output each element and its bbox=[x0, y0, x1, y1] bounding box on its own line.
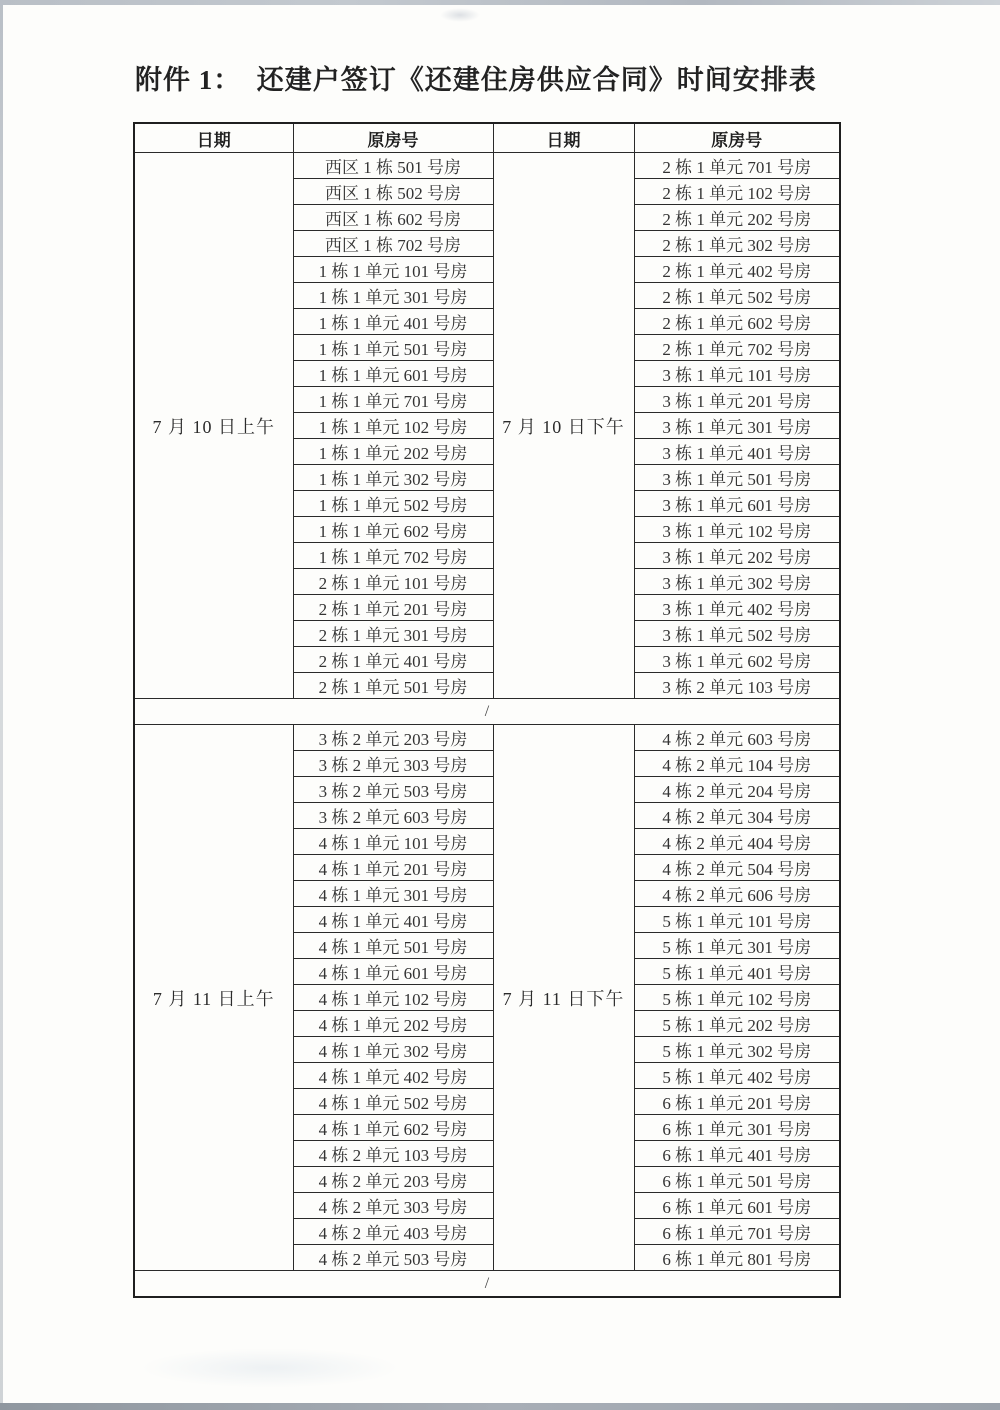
room-number-cell: 3 栋 1 单元 502 号房 bbox=[634, 621, 840, 647]
page-title: 附件 1： 还建户签订《还建住房供应合同》时间安排表 bbox=[135, 65, 817, 95]
room-number-cell: 1 栋 1 单元 202 号房 bbox=[293, 439, 493, 465]
room-number-cell: 4 栋 2 单元 104 号房 bbox=[634, 751, 840, 777]
room-number-cell: 4 栋 2 单元 606 号房 bbox=[634, 881, 840, 907]
room-number-cell: 4 栋 2 单元 103 号房 bbox=[293, 1141, 493, 1167]
room-number-cell: 4 栋 2 单元 504 号房 bbox=[634, 855, 840, 881]
room-number-cell: 3 栋 1 单元 501 号房 bbox=[634, 465, 840, 491]
room-number-cell: 4 栋 1 单元 501 号房 bbox=[293, 933, 493, 959]
room-number-cell: 4 栋 1 单元 502 号房 bbox=[293, 1089, 493, 1115]
room-number-cell: 4 栋 2 单元 503 号房 bbox=[293, 1245, 493, 1271]
room-number-cell: 1 栋 1 单元 302 号房 bbox=[293, 465, 493, 491]
room-number-cell: 6 栋 1 单元 201 号房 bbox=[634, 1089, 840, 1115]
room-number-cell: 4 栋 2 单元 204 号房 bbox=[634, 777, 840, 803]
room-number-cell: 3 栋 1 单元 602 号房 bbox=[634, 647, 840, 673]
room-number-cell: 2 栋 1 单元 201 号房 bbox=[293, 595, 493, 621]
col-header-room-right: 原房号 bbox=[634, 123, 840, 153]
room-number-cell: 5 栋 1 单元 402 号房 bbox=[634, 1063, 840, 1089]
room-number-cell: 3 栋 2 单元 103 号房 bbox=[634, 673, 840, 699]
room-number-cell: 2 栋 1 单元 702 号房 bbox=[634, 335, 840, 361]
room-number-cell: 2 栋 1 单元 501 号房 bbox=[293, 673, 493, 699]
room-number-cell: 5 栋 1 单元 401 号房 bbox=[634, 959, 840, 985]
room-number-cell: 3 栋 2 单元 503 号房 bbox=[293, 777, 493, 803]
room-number-cell: 2 栋 1 单元 401 号房 bbox=[293, 647, 493, 673]
scan-artifact-top-edge bbox=[0, 0, 1000, 5]
room-number-cell: 5 栋 1 单元 101 号房 bbox=[634, 907, 840, 933]
room-number-cell: 3 栋 2 单元 603 号房 bbox=[293, 803, 493, 829]
room-number-cell: 5 栋 1 单元 302 号房 bbox=[634, 1037, 840, 1063]
table-row bbox=[134, 153, 840, 179]
col-header-room-left: 原房号 bbox=[293, 123, 493, 153]
room-number-cell: 6 栋 1 单元 701 号房 bbox=[634, 1219, 840, 1245]
room-number-cell: 2 栋 1 单元 302 号房 bbox=[634, 231, 840, 257]
room-number-cell: 4 栋 1 单元 301 号房 bbox=[293, 881, 493, 907]
room-number-cell: 3 栋 1 单元 402 号房 bbox=[634, 595, 840, 621]
room-number-cell: 6 栋 1 单元 501 号房 bbox=[634, 1167, 840, 1193]
room-number-cell: 3 栋 2 单元 203 号房 bbox=[293, 725, 493, 751]
table-row bbox=[134, 725, 840, 751]
room-number-cell: 3 栋 2 单元 303 号房 bbox=[293, 751, 493, 777]
room-number-cell: 5 栋 1 单元 102 号房 bbox=[634, 985, 840, 1011]
room-number-cell: 1 栋 1 单元 102 号房 bbox=[293, 413, 493, 439]
room-number-cell: 3 栋 1 单元 201 号房 bbox=[634, 387, 840, 413]
room-number-cell: 西区 1 栋 702 号房 bbox=[293, 231, 493, 257]
room-number-cell: 4 栋 2 单元 603 号房 bbox=[634, 725, 840, 751]
separator-row bbox=[134, 1271, 840, 1298]
schedule-table bbox=[133, 122, 841, 1298]
room-number-cell: 1 栋 1 单元 301 号房 bbox=[293, 283, 493, 309]
room-number-cell: 1 栋 1 单元 501 号房 bbox=[293, 335, 493, 361]
room-number-cell: 4 栋 1 单元 601 号房 bbox=[293, 959, 493, 985]
room-number-cell: 1 栋 1 单元 101 号房 bbox=[293, 257, 493, 283]
date-cell-section2-afternoon: 7 月 11 日下午 bbox=[493, 725, 634, 1271]
room-number-cell: 3 栋 1 单元 601 号房 bbox=[634, 491, 840, 517]
room-number-cell: 2 栋 1 单元 402 号房 bbox=[634, 257, 840, 283]
room-number-cell: 6 栋 1 单元 601 号房 bbox=[634, 1193, 840, 1219]
room-number-cell: 2 栋 1 单元 202 号房 bbox=[634, 205, 840, 231]
room-number-cell: 4 栋 1 单元 101 号房 bbox=[293, 829, 493, 855]
room-number-cell: 西区 1 栋 501 号房 bbox=[293, 153, 493, 179]
room-number-cell: 3 栋 1 单元 202 号房 bbox=[634, 543, 840, 569]
col-header-date-left: 日期 bbox=[134, 123, 293, 153]
room-number-cell: 4 栋 1 单元 602 号房 bbox=[293, 1115, 493, 1141]
room-number-cell: 6 栋 1 单元 801 号房 bbox=[634, 1245, 840, 1271]
room-number-cell: 2 栋 1 单元 502 号房 bbox=[634, 283, 840, 309]
room-number-cell: 4 栋 1 单元 202 号房 bbox=[293, 1011, 493, 1037]
room-number-cell: 1 栋 1 单元 602 号房 bbox=[293, 517, 493, 543]
scan-artifact-left-edge bbox=[0, 0, 3, 1410]
room-number-cell: 3 栋 1 单元 301 号房 bbox=[634, 413, 840, 439]
room-number-cell: 4 栋 2 单元 303 号房 bbox=[293, 1193, 493, 1219]
room-number-cell: 4 栋 1 单元 102 号房 bbox=[293, 985, 493, 1011]
room-number-cell: 1 栋 1 单元 401 号房 bbox=[293, 309, 493, 335]
room-number-cell: 4 栋 2 单元 403 号房 bbox=[293, 1219, 493, 1245]
scan-artifact-bottom-edge bbox=[0, 1403, 1000, 1410]
room-number-cell: 2 栋 1 单元 301 号房 bbox=[293, 621, 493, 647]
room-number-cell: 3 栋 1 单元 401 号房 bbox=[634, 439, 840, 465]
room-number-cell: 4 栋 1 单元 401 号房 bbox=[293, 907, 493, 933]
separator-row bbox=[134, 699, 840, 725]
separator-cell: / bbox=[134, 699, 840, 725]
room-number-cell: 1 栋 1 单元 502 号房 bbox=[293, 491, 493, 517]
scan-artifact-smudge bbox=[440, 8, 480, 22]
room-number-cell: 3 栋 1 单元 102 号房 bbox=[634, 517, 840, 543]
col-header-date-right: 日期 bbox=[493, 123, 634, 153]
separator-cell: / bbox=[134, 1271, 840, 1298]
date-cell-section1-morning: 7 月 10 日上午 bbox=[134, 153, 293, 699]
room-number-cell: 2 栋 1 单元 602 号房 bbox=[634, 309, 840, 335]
room-number-cell: 1 栋 1 单元 702 号房 bbox=[293, 543, 493, 569]
room-number-cell: 6 栋 1 单元 301 号房 bbox=[634, 1115, 840, 1141]
date-cell-section1-afternoon: 7 月 10 日下午 bbox=[493, 153, 634, 699]
room-number-cell: 5 栋 1 单元 202 号房 bbox=[634, 1011, 840, 1037]
room-number-cell: 西区 1 栋 602 号房 bbox=[293, 205, 493, 231]
room-number-cell: 4 栋 1 单元 402 号房 bbox=[293, 1063, 493, 1089]
room-number-cell: 4 栋 2 单元 404 号房 bbox=[634, 829, 840, 855]
room-number-cell: 2 栋 1 单元 701 号房 bbox=[634, 153, 840, 179]
date-cell-section2-morning: 7 月 11 日上午 bbox=[134, 725, 293, 1271]
room-number-cell: 6 栋 1 单元 401 号房 bbox=[634, 1141, 840, 1167]
room-number-cell: 3 栋 1 单元 101 号房 bbox=[634, 361, 840, 387]
room-number-cell: 西区 1 栋 502 号房 bbox=[293, 179, 493, 205]
room-number-cell: 4 栋 1 单元 302 号房 bbox=[293, 1037, 493, 1063]
scan-artifact-smudge bbox=[140, 1348, 400, 1388]
room-number-cell: 1 栋 1 单元 601 号房 bbox=[293, 361, 493, 387]
room-number-cell: 4 栋 2 单元 203 号房 bbox=[293, 1167, 493, 1193]
room-number-cell: 3 栋 1 单元 302 号房 bbox=[634, 569, 840, 595]
room-number-cell: 2 栋 1 单元 101 号房 bbox=[293, 569, 493, 595]
header-row bbox=[134, 123, 840, 153]
room-number-cell: 5 栋 1 单元 301 号房 bbox=[634, 933, 840, 959]
room-number-cell: 4 栋 2 单元 304 号房 bbox=[634, 803, 840, 829]
room-number-cell: 1 栋 1 单元 701 号房 bbox=[293, 387, 493, 413]
room-number-cell: 4 栋 1 单元 201 号房 bbox=[293, 855, 493, 881]
room-number-cell: 2 栋 1 单元 102 号房 bbox=[634, 179, 840, 205]
